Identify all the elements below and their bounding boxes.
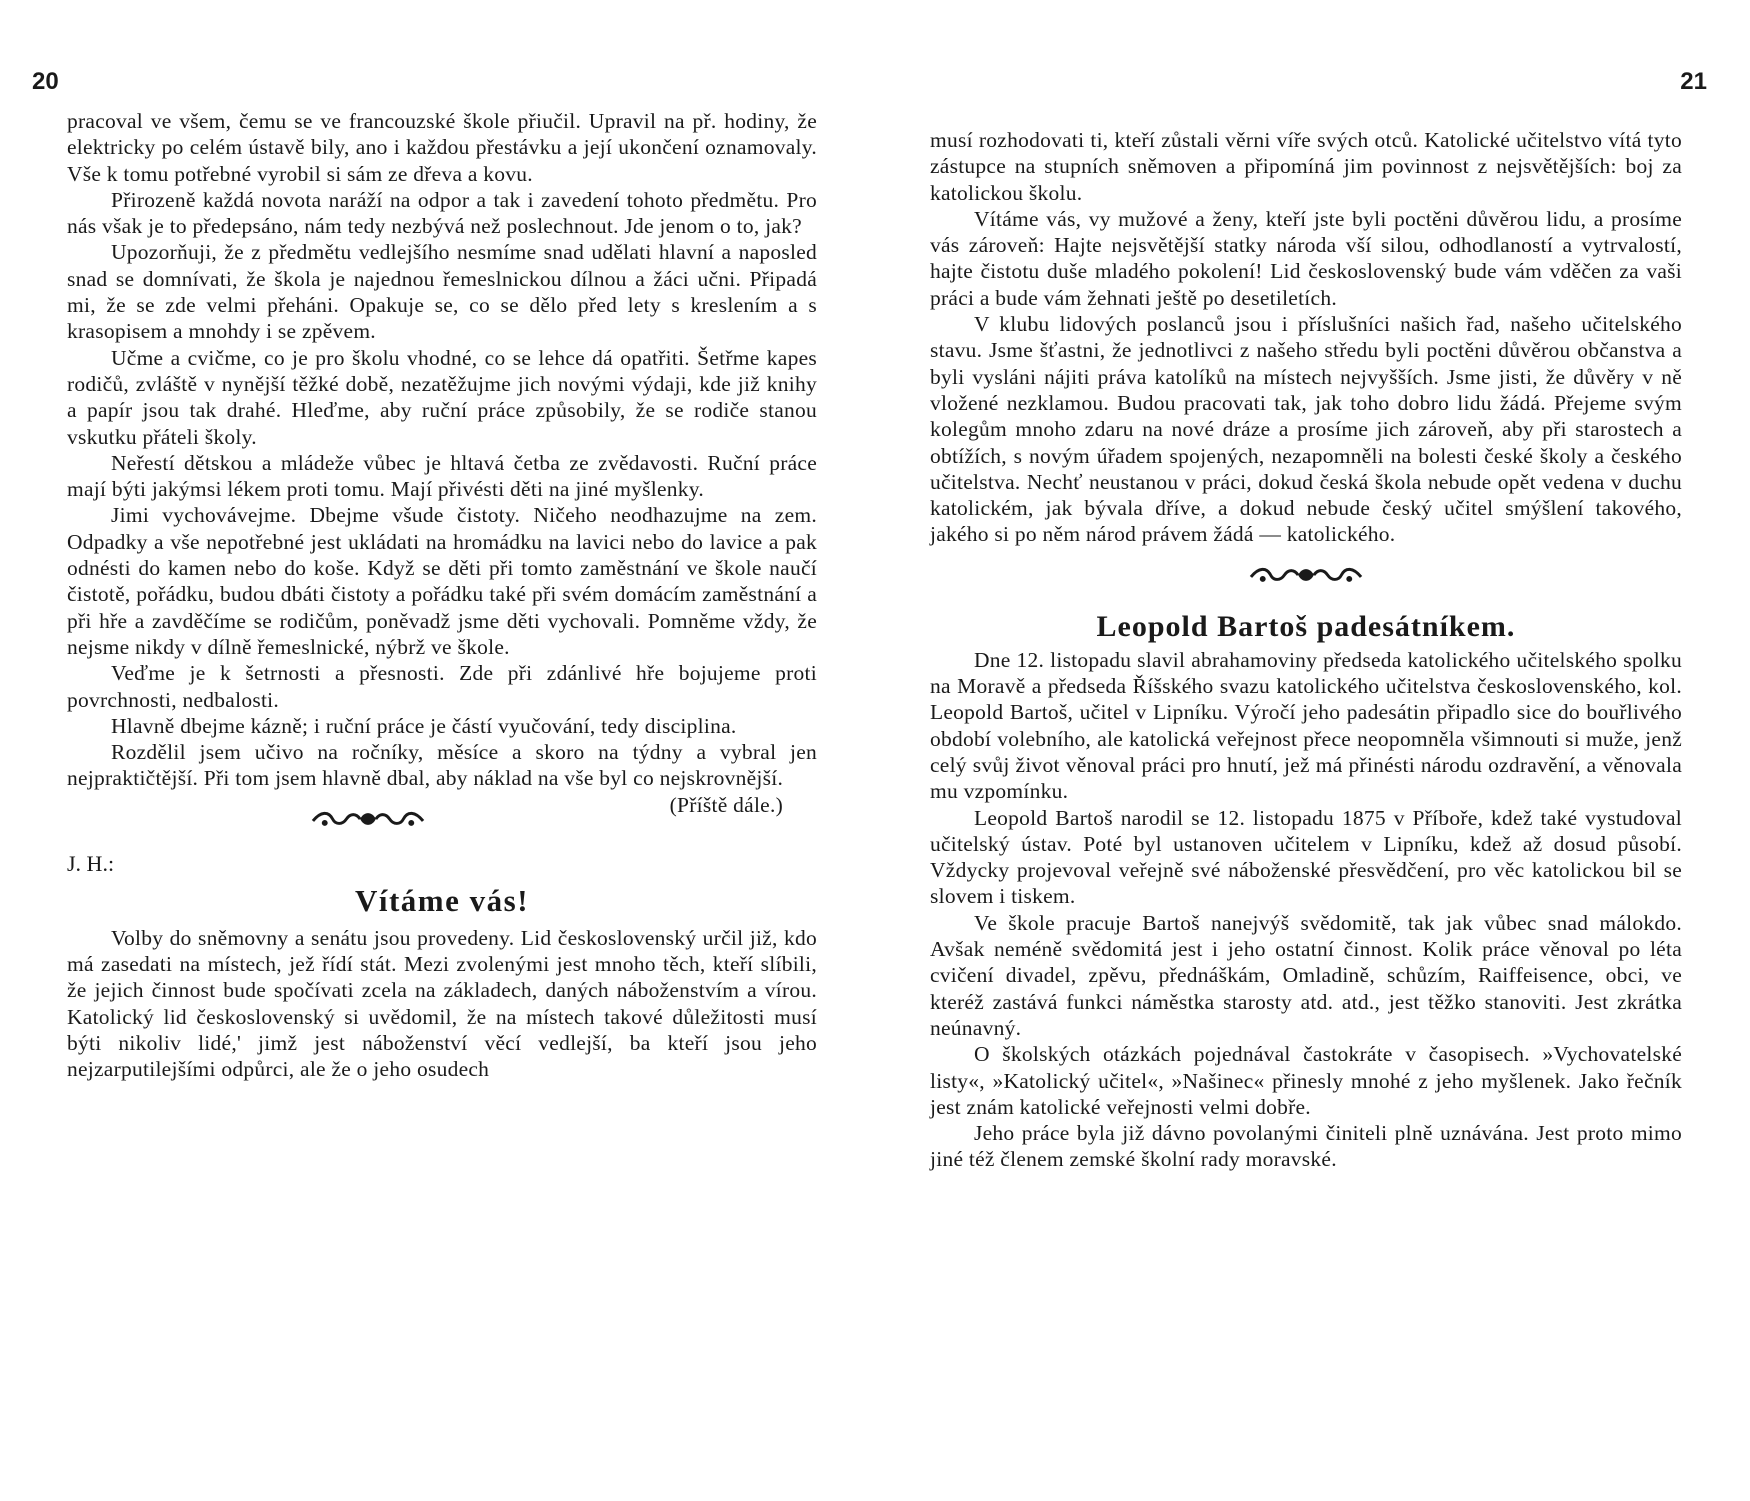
continued-note: (Příště dále.) <box>669 792 783 817</box>
paragraph: Hlavně dbejme kázně; i ruční práce je částí vyučování, tedy disciplina. <box>111 713 737 738</box>
paragraph: Jeho práce byla již dávno povolanými činiteli plně uznávána. Jest proto mimo jiné též členem zemské školní rady moravské. <box>930 1121 1682 1172</box>
paragraph: Veďme je k šetrnosti a přesnosti. Zde při zdánlivé hře bojujeme proti povrchnosti, nedbalosti. <box>67 661 817 712</box>
paragraph: Volby do sněmovny a senátu jsou provedeny. Lid československý určil již, kdo má zasedati na místech, jež řídí stát. Mezi zvolenými jest mnoho těch, kteří slíbili, že jejich činnost bude spočívati zcela na základech, daných náboženstvím a vírou. Katolický lid československý si uvědomil, že na místech takové důležitosti musí býti nikoliv lidé,' jimž jest náboženství věcí vedlejší, ba kteří jsou jeho nejzarputilejšími odpůrci, ale že o jeho osudech <box>67 925 817 1082</box>
page-number-right: 21 <box>1680 68 1707 95</box>
paragraph: V klubu lidových poslanců jsou i příslušníci našich řad, našeho učitelského stavu. Jsme šťastni, že jednotlivci z našeho středu byli poctěni důvěrou občanstva a byli vysláni nájiti práva katolíků na místech nejvyšších. Jsme jisti, že důvěry v ně vložené nezklamou. Budou pracovati tak, jak toho dobro lidu žádá. Přejeme svým kolegům mnoho zdaru na nové dráze a prosíme jich zároveň, aby při starostech a obtížích, s novým úřadem spojených, nezapomněli na bolesti české školy a českého učitelstva. Nechť neustanou v práci, dokud česká škola nebude opět vedena v duchu katolickém, jak bývala dříve, a dokud nebude český učitel smýšlení takového, jakého si po něm národ právem žádá — katolického. <box>930 312 1682 547</box>
right-text-column <box>930 127 1682 1173</box>
paragraph: Přirozeně každá novota naráží na odpor a tak i zavedení tohoto předmětu. Pro nás však je to předepsáno, nám tedy nezbývá než poslechnout. Jde jenom o to, jak? <box>67 187 817 239</box>
paragraph: O školských otázkách pojednával častokráte v časopisech. »Vychovatelské listy«, »Katolický učitel«, »Našinec« přinesly mnohé z jeho myšlenek. Jako řečník jest znám katolické veřejnosti velmi dobře. <box>930 1042 1682 1119</box>
paragraph: Vítáme vás, vy mužové a ženy, kteří jste byli poctěni důvěrou lidu, a prosíme vás zároveň: Hajte nejsvětější statky národa vší silou, odhodlaností a vytrvalostí, hajte čistotu duše mladého pokolení! Lid československý bude vám vděčen za vaši práci a bude vám žehnati ještě po desetiletích. <box>930 206 1682 310</box>
paragraph: pracoval ve všem, čemu se ve francouzské škole přiučil. Upravil na př. hodiny, že elektricky po celém ústavě bily, ano i každou přestávku a její ukončení oznamovaly. Vše k tomu potřebné vyrobil si sám ze dřeva a kovu. <box>67 109 817 186</box>
paragraph: musí rozhodovati ti, kteří zůstali věrni víře svých otců. Katolické učitelstvo vítá tyto zástupce na stupních sněmoven a připomíná jim povinnost z nejsvětějších: boj za katolickou školu. <box>930 128 1682 205</box>
byline: J. H.: <box>67 850 115 876</box>
paragraph: Leopold Bartoš narodil se 12. listopadu 1875 v Příboře, kdež také vystudoval učitelský ústav. Poté byl ustanoven učitelem v Lipníku, kdež až dosud působí. Vždycky projevoval veřejně své náboženské přesvědčení, pro věc katolickou bil se slovem i tiskem. <box>930 805 1682 909</box>
paragraph: Učme a cvičme, co je pro školu vhodné, co se lehce dá opatřiti. Šetřme kapes rodičů, zvláště v nynější těžké době, nezatěžujme jich novými výdaji, kde již knihy a papír jsou tak drahé. Hleďme, aby ruční práce způsobily, že se rodiče stanou vskutku přáteli školy. <box>67 345 817 449</box>
paragraph: Dne 12. listopadu slavil abrahamoviny předseda katolického učitelského spolku na Moravě a předseda Říšského svazu katolického učitelstva československého, kol. Leopold Bartoš, učitel v Lipníku. Výročí jeho padesátin připadlo sice do bouřlivého období volebního, ale katolická veřejnost přece neopomněla všimnouti si muže, jenž celý svůj život věnoval práci pro hnutí, jež má přinésti národu ozdravění, a věnovala mu vzpomínku. <box>930 647 1682 804</box>
page-number-left: 20 <box>32 68 59 95</box>
right-page <box>875 0 1750 1501</box>
closing-paragraph <box>67 739 817 817</box>
paragraph: Jimi vychovávejme. Dbejme všude čistoty. Ničeho neodhazujme na zem. Odpadky a vše nepotřebné jest ukládati na hromádku na lavici nebo do lavice a pak odnésti do kamen nebo do koše. Když se děti při tomto zaměstnání ve škole naučí čistotě, pořádku, budou dbáti čistoty a pořádku také při svém domácím zaměstnání a při hře a zavděčíme se rodičům, poněvadž jsme děti vychovali. Pomněme vždy, že nejsme nikdy v dílně řemeslnické, nýbrž ve škole. <box>67 503 817 659</box>
left-text-column <box>67 108 817 1083</box>
article-heading-vitame: Vítáme vás! <box>354 882 530 918</box>
article-heading-bartos: Leopold Bartoš padesátníkem. <box>1096 609 1516 643</box>
scroll-ornament-icon <box>1247 563 1365 589</box>
closing-text: Rozdělil jsem učivo na ročníky, měsíce a skoro na týdny a vybral jen nejpraktičtější. Při tom jsem hlavně dbal, aby náklad na vše byl co nejskrovnější. <box>67 740 817 791</box>
scroll-ornament-icon <box>309 807 427 833</box>
paragraph: Upozorňuji, že z předmětu vedlejšího nesmíme snad udělati hlavní a naposled snad se domnívati, že škola je najednou řemeslnickou dílnou a žáci učni. Připadá mi, že se zde velmi přeháni. Opakuje se, co se dělo před lety s kreslením a s krasopisem a mnohdy i se zpěvem. <box>67 240 817 344</box>
paragraph: Ve škole pracuje Bartoš nanejvýš svědomitě, tak jak vůbec snad málokdo. Avšak neméně svědomitá jest i jeho ostatní činnost. Kolik práce věnoval po léta cvičení divadel, zpěvu, přednáškám, Omladině, schůzím, Raiffeisence, obci, ve kteréž zastává funkci náměstka starosty atd. atd., jest těžko stanoviti. Jest zkrátka neúnavný. <box>930 910 1682 1040</box>
paragraph: Neřestí dětskou a mládeže vůbec je hltavá četba ze zvědavosti. Ruční práce mají býti jakýmsi lékem proti tomu. Mají přivésti děti na jiné myšlenky. <box>67 450 817 502</box>
